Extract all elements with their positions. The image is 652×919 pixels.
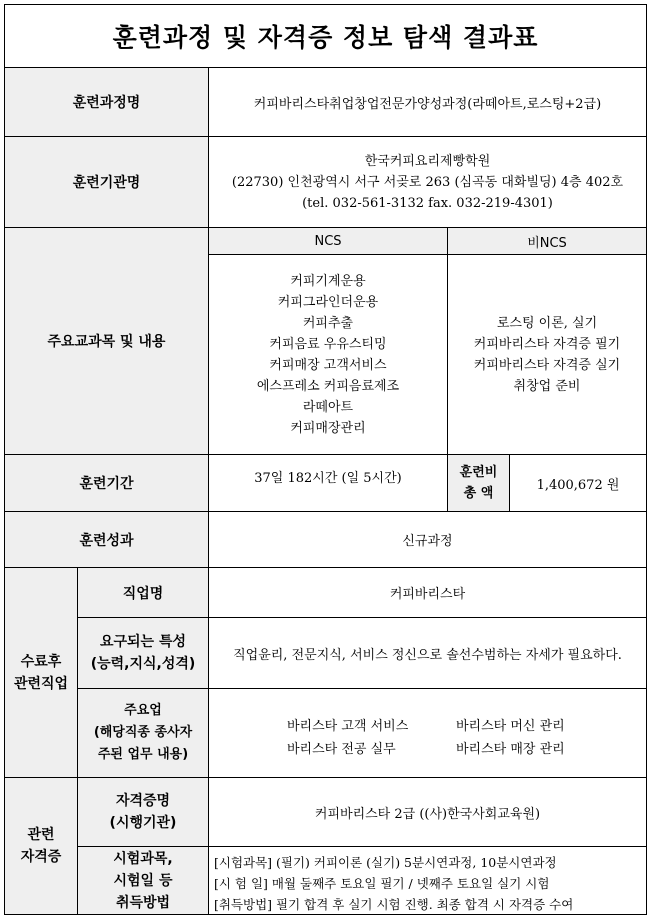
list-item: 취창업 준비 — [513, 378, 581, 394]
cert-name-label — [78, 778, 208, 846]
exam-label-3: 취득방법 — [115, 894, 171, 911]
cert-name-label-1: 자격증명 — [115, 793, 171, 809]
jobs-group-label — [5, 568, 77, 777]
course-label: 훈련과정명 — [5, 68, 208, 136]
period-value: 37일 182시간 (일 5시간) — [254, 471, 402, 486]
exam-dates: [시 험 일] 매월 둘째주 토요일 필기 / 넷째주 토요일 실기 시험 — [214, 876, 550, 891]
ncs-header: NCS — [209, 228, 447, 254]
divider — [5, 567, 646, 568]
list-item: 바리스타 고객 서비스 — [287, 719, 409, 734]
cert-name-label-2: (시행기관) — [109, 815, 177, 831]
duties-grid — [209, 689, 646, 777]
page-title: 훈련과정 및 자격증 정보 탐색 결과표 — [112, 23, 539, 52]
list-item: 바리스타 매장 관리 — [456, 742, 565, 757]
cost-label-line-2: 총 액 — [463, 486, 494, 501]
non-ncs-header: 비NCS — [448, 228, 646, 254]
duties-label-3: 주된 업무 내용) — [97, 747, 189, 762]
list-item: 라떼아트 — [302, 399, 354, 415]
divider — [78, 846, 646, 847]
jobs-group-label-2: 관련직업 — [13, 675, 69, 692]
divider — [209, 254, 646, 255]
divider — [509, 454, 510, 511]
exam-label — [78, 847, 208, 914]
list-item: 커피바리스타 자격증 필기 — [473, 336, 621, 352]
list-item: 커피그라인더운용 — [277, 294, 379, 310]
list-item: 바리스타 머신 관리 — [456, 719, 565, 734]
institution-contact: (tel. 032-561-3132 fax. 032-219-4301) — [302, 195, 553, 211]
list-item: 커피음료 우유스티밍 — [269, 336, 387, 352]
divider — [5, 777, 646, 778]
institution-info — [209, 137, 646, 227]
cert-group-label-1: 관련 — [27, 827, 55, 843]
list-item: 커피추출 — [302, 315, 354, 331]
divider — [5, 136, 646, 137]
list-item: 커피매장관리 — [290, 420, 366, 436]
job-name-value: 커피바리스타 — [389, 587, 466, 602]
course-value: 커피바리스타취업창업전문가양성과정(라떼아트,로스팅+2급) — [253, 96, 602, 112]
divider — [5, 227, 646, 228]
cert-name-value: 커피바리스타 2급 ((사)한국사회교육원) — [314, 806, 541, 822]
list-item: 바리스타 전공 실무 — [287, 742, 396, 757]
list-item: 커피바리스타 자격증 실기 — [473, 357, 621, 373]
institution-label: 훈련기관명 — [5, 137, 208, 227]
divider — [5, 511, 646, 512]
cost-value: 1,400,672 원 — [536, 477, 620, 493]
duties-label-2: (해당직종 종사자 — [93, 725, 193, 740]
list-item: 로스팅 이론, 실기 — [496, 315, 598, 331]
period-label: 훈련기간 — [5, 455, 208, 511]
cert-group-label-2: 자격증 — [20, 849, 62, 865]
cert-group-label — [5, 778, 77, 914]
outcome-value: 신규과정 — [402, 534, 453, 549]
exam-label-2: 시험일 등 — [113, 872, 173, 889]
exam-label-1: 시험과목, — [113, 850, 173, 867]
duties-label-1: 주요업 — [124, 703, 162, 718]
list-item: 커피매장 고객서비스 — [269, 357, 387, 373]
exam-subjects: [시험과목] (필기) 커피이론 (실기) 5분시연과정, 10분시연과정 — [214, 855, 557, 870]
institution-name: 한국커피요리제빵학원 — [364, 153, 491, 169]
traits-label-1: 요구되는 특성 — [99, 634, 187, 650]
subjects-label: 주요교과목 및 내용 — [5, 228, 208, 454]
cost-label-line-1: 훈련비 — [459, 465, 498, 480]
non-ncs-list — [448, 255, 646, 454]
jobs-group-label-1: 수료후 — [20, 653, 62, 670]
divider — [78, 617, 646, 618]
list-item: 에스프레소 커피음료제조 — [256, 378, 400, 394]
job-name-label: 직업명 — [78, 568, 208, 617]
divider — [447, 227, 448, 511]
divider — [5, 454, 646, 455]
result-sheet — [4, 4, 647, 915]
outcome-label: 훈련성과 — [5, 512, 208, 567]
traits-label-2: (능력,지식,성격) — [90, 656, 196, 672]
institution-address: (22730) 인천광역시 서구 서곶로 263 (심곡동 대화빌딩) 4층 402호 — [231, 174, 624, 190]
divider — [5, 67, 646, 68]
duties-label — [78, 689, 208, 777]
ncs-list — [209, 255, 447, 454]
divider — [78, 688, 646, 689]
cost-label — [448, 455, 509, 511]
divider — [77, 567, 78, 914]
divider — [208, 67, 209, 914]
exam-method: [취득방법] 필기 합격 후 실기 시험 진행. 최종 합격 시 자격증 수여 — [214, 897, 574, 912]
traits-label — [78, 618, 208, 688]
traits-value: 직업윤리, 전문지식, 서비스 정신으로 솔선수범하는 자세가 필요하다. — [233, 647, 622, 663]
list-item: 커피기계운용 — [290, 273, 366, 289]
exam-details — [209, 847, 646, 914]
